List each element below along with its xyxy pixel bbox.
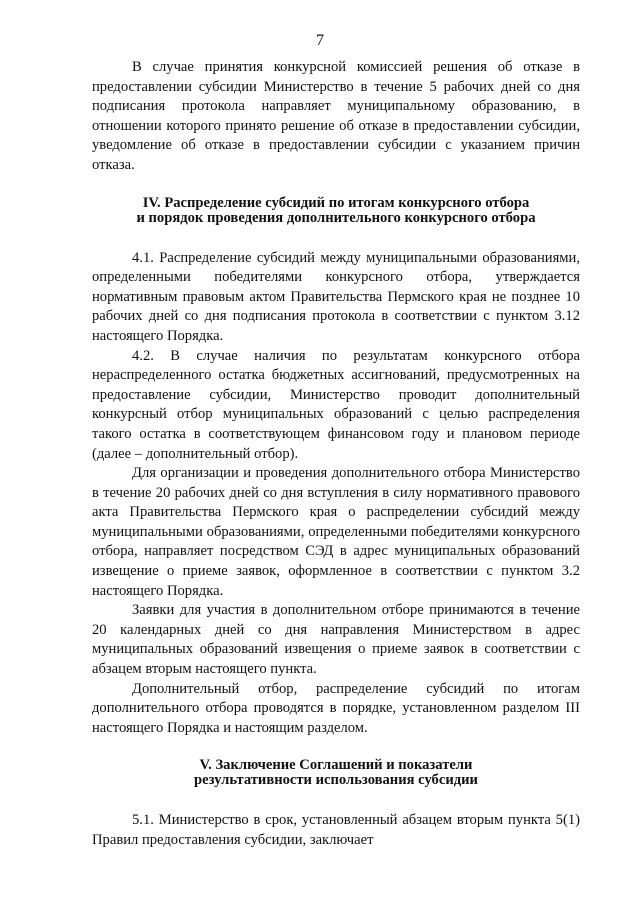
section-5-heading-line-2: результативности использования субсидии [194,772,478,789]
paragraph-4-2: 4.2. В случае наличия по результатам конкурсного отбора нераспределенного остатка бюджетных ассигнований, предусмотренных на предоставление субсидии, Министерство проводит дополнительный конкурсный отбор муниципальных образований с целью распределения такого остатка в соответствующем финансовом году и плановом периоде (далее – дополнительный отбор). [92,347,580,462]
section-5-heading [92,758,580,788]
paragraph-4-2-procedure: Дополнительный отбор, распределение субсидий по итогам дополнительного отбора проводятся в порядке, установленном разделом III настоящего Порядка и настоящим разделом. [92,680,580,736]
document-body [92,58,580,851]
paragraph-5-1: 5.1. Министерство в срок, установленный абзацем вторым пункта 5(1) Правил предоставления субсидии, заключает [92,812,580,848]
section-4-heading [92,196,580,226]
paragraph-4-1: 4.1. Распределение субсидий между муниципальными образованиями, определенными победителями конкурсного отбора, утверждается нормативным правовым актом Правительства Пермского края не позднее 10 рабочих дней со дня подписания протокола в соответствии с пунктом 3.12 настоящего Порядка. [92,249,580,344]
paragraph-refusal-notice: В случае принятия конкурсной комиссией решения об отказе в предоставлении субсидии Министерство в течение 5 рабочих дней со дня подписания протокола направляет муниципальному образованию, в отношении которого принято решение об отказе в предоставлении субсидии, уведомление об отказе в предоставлении субсидии с указанием причин отказа. [92,59,580,173]
paragraph-4-2-applications: Заявки для участия в дополнительном отборе принимаются в течение 20 календарных дней со дня направления Министерством в адрес муниципальных образований извещения о приеме заявок в соответствии с абзацем вторым настоящего пункта. [92,602,580,678]
section-4-heading-line-2: и порядок проведения дополнительного конкурсного отбора [136,209,536,226]
section-4-heading-line-1: IV. Распределение субсидий по итогам конкурсного отбора [142,194,530,211]
paragraph-4-2-organization: Для организации и проведения дополнительного отбора Министерство в течение 20 рабочих дней со дня вступления в силу нормативного правового акта Правительства Пермского края о распределении субсидий между муниципальными образованиями, определенными победителями конкурсного отбора, направляет посредством СЭД в адрес муниципальных образований извещение о приеме заявок, оформленное в соответствии с пунктом 3.2 настоящего Порядка. [92,465,580,599]
section-5-heading-line-1: V. Заключение Соглашений и показатели [199,757,473,774]
page-number: 7 [316,32,324,49]
